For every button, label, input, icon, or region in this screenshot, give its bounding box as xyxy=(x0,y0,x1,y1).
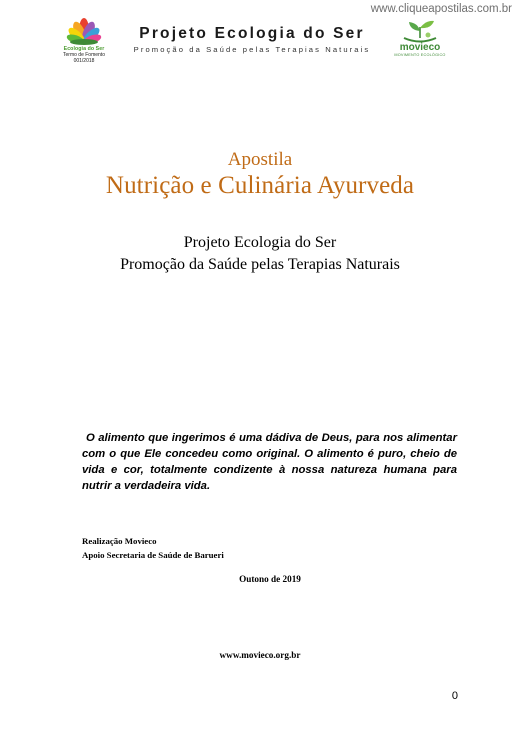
document-title: Nutrição e Culinária Ayurveda xyxy=(105,172,415,199)
logo-right-subtitle: MOVIMENTO ECOLÓGICO xyxy=(394,53,446,57)
header-title: Projeto Ecologia do Ser xyxy=(139,25,365,42)
logo-left-line1: Termo de Fomento xyxy=(63,52,105,58)
logo-right-name: movieco xyxy=(399,42,441,53)
document-label: Apostila xyxy=(227,149,293,170)
movieco-logo xyxy=(384,18,456,57)
header-subtitle: Promoção da Saúde pelas Terapias Naturais xyxy=(133,45,371,54)
quote-paragraph: O alimento que ingerimos é uma dádiva de Deus, para nos alimentar com o que Ele concedeu como original. O alimento é puro, cheio de vida e cor, totalmente condizente à nossa natureza humana para nutrir a verdadeira vida. xyxy=(82,432,457,492)
logo-left-name: Ecologia do Ser xyxy=(63,46,105,52)
credit-apoio: Apoio Secretaria de Saúde de Barueri xyxy=(82,550,224,560)
watermark-url: www.cliqueapostilas.com.br xyxy=(370,3,512,15)
project-name: Projeto Ecologia do Ser xyxy=(183,234,337,251)
logo-left-line2: 001/2018 xyxy=(73,58,95,64)
promo-line: Promoção da Saúde pelas Terapias Naturais xyxy=(120,256,400,273)
website-link: www.movieco.org.br xyxy=(219,650,301,660)
credit-realizacao: Realização Movieco xyxy=(82,536,157,546)
season-date: Outono de 2019 xyxy=(239,574,301,584)
plant-icon xyxy=(398,18,442,44)
page-number: 0 xyxy=(451,690,458,702)
